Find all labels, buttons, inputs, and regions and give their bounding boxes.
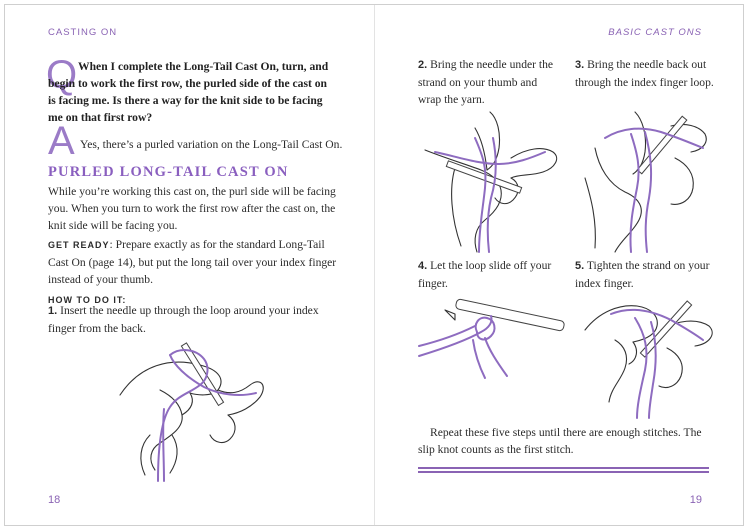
step-text: Bring the needle under the strand on your thumb and wrap the yarn.	[418, 58, 554, 106]
step-text: Let the loop slide off your finger.	[418, 259, 552, 290]
question-text: When I complete the Long-Tail Cast On, turn, and begin to work the first row, the purled side of the cast on is facing me. Is there a way for the knit side to be facing me on that first row?	[48, 60, 329, 124]
step-4	[418, 257, 563, 292]
running-head-right: BASIC CAST ONS	[608, 27, 702, 38]
running-head-left: CASTING ON	[48, 27, 118, 38]
step-1	[48, 302, 338, 337]
page-number-right: 19	[689, 494, 702, 506]
step-5-illustration	[575, 290, 720, 420]
step-number: 3.	[575, 59, 585, 71]
book-spine	[374, 5, 375, 525]
divider-rule	[418, 471, 709, 473]
get-ready-text: : Prepare exactly as for the standard Long-Tail Cast On (page 14), but put the long tail over your index finger instead of your thumb.	[48, 238, 337, 286]
closing-paragraph: Repeat these five steps until there are enough stitches. The slip knot counts as the first stitch.	[418, 426, 702, 456]
step-2	[418, 56, 563, 108]
question-initial: Q	[46, 53, 78, 97]
page-number-left: 18	[48, 494, 61, 506]
get-ready-paragraph	[48, 236, 338, 288]
step-5	[575, 257, 715, 292]
step-number: 2.	[418, 59, 428, 71]
step-3-illustration	[575, 108, 720, 253]
step-number: 1.	[48, 305, 58, 317]
divider-rule	[418, 467, 709, 469]
step-2-illustration	[415, 108, 565, 253]
step-3	[575, 56, 715, 91]
get-ready-label: GET READY	[48, 240, 110, 250]
step-number: 5.	[575, 260, 585, 272]
step-text: Bring the needle back out through the index finger loop.	[575, 58, 714, 89]
step-text: Tighten the strand on your index finger.	[575, 259, 710, 290]
answer-text: Yes, there’s a purled variation on the Long-Tail Cast On.	[80, 138, 343, 151]
answer-initial: A	[48, 119, 75, 163]
section-title: PURLED LONG-TAIL CAST ON	[48, 164, 289, 180]
step-number: 4.	[418, 260, 428, 272]
how-to-label: HOW TO DO IT	[48, 295, 123, 305]
step-text: Insert the needle up through the loop around your index finger from the back.	[48, 304, 319, 335]
how-to-heading: HOW TO DO IT:	[48, 295, 127, 305]
step-4-illustration	[415, 290, 565, 380]
section-intro: While you’re working this cast on, the purl side will be facing you. When you turn to work the first row after the cast on, the knit side will be facing you.	[48, 185, 336, 232]
step-1-illustration	[100, 335, 280, 485]
